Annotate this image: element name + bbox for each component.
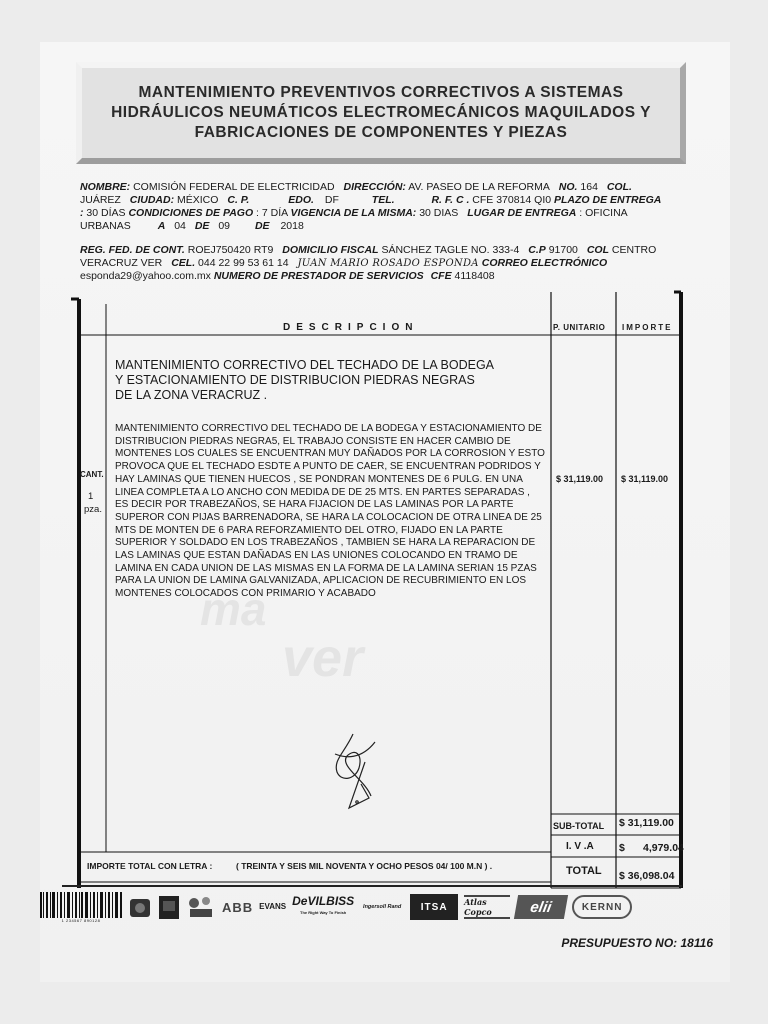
unit-price-header: P. UNITARIO [553, 323, 606, 332]
total-value: $ 36,098.04 [619, 870, 675, 882]
banner-line: FABRICACIONES DE COMPONENTES Y PIEZAS [194, 124, 568, 141]
direccion-value: AV. PASEO DE LA REFORMA [408, 181, 550, 193]
cel-value: 044 22 99 53 61 14 [198, 257, 289, 269]
domicilio-label: DOMICILIO FISCAL [282, 244, 379, 256]
unit-price-value: $ 31,119.00 [556, 474, 604, 484]
subtotal-value: $ 31,119.00 [619, 817, 674, 829]
item-title: MANTENIMIENTO CORRECTIVO DEL TECHADO DE LA BODEGA Y ESTACIONAMIENTO DE DISTRIBUCION PIEDRAS NEGRAS DE LA ZONA VERACRUZ . [115, 358, 494, 402]
reg-label: REG. FED. DE CONT. [80, 244, 185, 256]
provider-ciudad-value: VERACRUZ VER [80, 257, 163, 269]
iva-value: 4,979.04 [643, 842, 684, 854]
devilbiss-text: DeVILBISS [292, 894, 355, 908]
provider-cp-value: 91700 [548, 244, 578, 256]
evans-text: EVANS [259, 902, 287, 911]
col-value: JUÁREZ [80, 194, 121, 206]
rfc-value: CFE 370814 QI0 [472, 194, 552, 206]
nombre-label: NOMBRE: [80, 181, 131, 193]
barcode-image [40, 892, 122, 923]
item-description: MANTENIMIENTO CORRECTIVO DEL TECHADO DE LA BODEGA Y ESTACIONAMIENTO DE DISTRIBUCION PIEDRAS NEGRA5, EL TRABAJO CONSISTE EN HACER CAMBIO DE MONTENES LOS CUALES SE ENCUENTRAN MUY DAÑADOS POR LA CORROSION Y ESTO PROVOCA QUE EL TECHADO ESDTE A PUNTO DE CAER, SE ENCUENTRAN PODRIDOS Y HAY LAMINAS QUE TIENEN HUECOS , SE PONDRAN MONTENES DE 6 PULG. EN UNA LINEA COMPLETA A LO ANCHO CON MEDIDA DE DE 25 MTS. EN PARTES SEPARADAS , ES DECIR POR TRABEZAÑOS, SE HARA FIJACION DE LAS LAMINAS POR LA PARTE SUPEROR CON PIJAS BARRENADORA, SE HARA LA COLOCACION DE OTRA LINEA DE 25 MTS DE MONTEN DE 6 PARA REFORZAMIENTO DEL OTRO, FIJADO EN LA PARTE SUPERIOR Y SOLDADO EN LOS TRABEZAÑOS , TAMBIEN SE HARA LA REPARACION DE LAS LAMINAS QUE ESTAN DAÑADAS EN LAS UNIONES COLOCANDO EN TRAMO DE LAMINA EN CADA UNION DE LAS MISMAS EN LA FORMA DE LA LAMINA SERIAN 15 PZAS PARA LA UNION DE LAMINA GALVANIZADA, APLICACION DE RECUBRIMIENTO EN LOS MONTENES COLOCADOS CON PRIMARIO Y ACABADO [115, 423, 545, 600]
document-page [40, 42, 730, 982]
cp-label: C. P. [227, 194, 250, 206]
ciudad-label: CIUDAD: [129, 194, 175, 206]
amount-header: IMPORTE [622, 323, 673, 332]
atlas-copco-logo: Atlas Copco [464, 895, 510, 919]
correo-label: CORREO ELECTRÓNICO [481, 257, 608, 269]
devilbiss-tagline: The Right Way To Finish [300, 910, 347, 915]
banner-line: MANTENIMIENTO PREVENTIVOS CORRECTIVOS A SISTEMAS [138, 84, 624, 101]
watermark-text: ver [282, 628, 364, 688]
budget-number: PRESUPUESTO NO: 18116 [561, 936, 713, 950]
anio-value: 2018 [280, 220, 304, 232]
lugar-value: : OFICINA [579, 207, 628, 219]
condiciones-value: : 7 DÍA [256, 207, 288, 219]
watermark-text: ma [200, 583, 267, 635]
elii-logo: elii [514, 895, 568, 919]
itsa-logo: ITSA [410, 894, 458, 920]
evans-logo [259, 893, 286, 921]
email-value: esponda29@yahoo.com.mx [80, 270, 211, 282]
rfc-label: R. F. C . [431, 194, 470, 206]
lugar-value-2: URBANAS [80, 220, 131, 232]
ingersoll-text: Ingersoll Rand [363, 904, 402, 910]
provider-name: JUAN MARIO ROSADO ESPONDA [297, 258, 479, 269]
lugar-label: LUGAR DE ENTREGA [467, 207, 577, 219]
barcode-icon [40, 892, 122, 918]
barcode-number: 1 234567 890128 [61, 917, 101, 923]
vigencia-value: 30 DIAS [419, 207, 459, 219]
total-label: TOTAL [566, 865, 602, 877]
vigencia-label: VIGENCIA DE LA MISMA: [290, 207, 417, 219]
reg-value: ROEJ750420 RT9 [187, 244, 274, 256]
no-value: 164 [580, 181, 598, 193]
plazo-value: 30 DÍAS [86, 207, 126, 219]
dia-value: 04 [174, 220, 186, 232]
motor-photo-icon [158, 893, 180, 921]
brand-logos-strip [40, 884, 690, 930]
ciudad-value: MÉXICO [177, 194, 219, 206]
valves-icon [186, 893, 216, 921]
provider-col-value: CENTRO [611, 244, 657, 256]
edo-value: DF [324, 194, 339, 206]
qty-value: 1 [88, 491, 94, 502]
signature-image [325, 732, 385, 822]
amount-value: $ 31,119.00 [621, 474, 669, 484]
provider-col-label: COL [586, 244, 609, 256]
a-label: A [157, 220, 166, 232]
provider-cp-label: C.P [528, 244, 546, 256]
condiciones-label: CONDICIONES DE PAGO [128, 207, 254, 219]
domicilio-value: SÁNCHEZ TAGLE NO. 333-4 [381, 244, 520, 256]
nombre-value: COMISIÓN FEDERAL DE ELECTRICIDAD [133, 181, 335, 193]
ingersoll-rand-logo [360, 893, 404, 921]
devilbiss-logo [292, 893, 354, 921]
qty-header: CANT. [80, 470, 104, 479]
abb-logo: ABB [222, 899, 254, 915]
gear-machine-icon [128, 893, 152, 921]
banner-line: HIDRÁULICOS NEUMÁTICOS ELECTROMECÁNICOS MAQUILADOS Y [111, 104, 651, 121]
iva-currency: $ [619, 842, 625, 854]
description-header: DESCRIPCION [283, 322, 419, 333]
de-label-2: DE [254, 220, 270, 232]
numero-label: NUMERO DE PRESTADOR DE SERVICIOS [213, 270, 424, 282]
no-label: NO. [558, 181, 578, 193]
kernn-logo: KERNN [572, 895, 632, 919]
numero-value: 4118408 [454, 270, 495, 282]
de-label: DE [194, 220, 210, 232]
iva-label: I. V .A [566, 841, 594, 852]
subtotal-label: SUB-TOTAL [553, 821, 605, 831]
amount-in-words: ( TREINTA Y SEIS MIL NOVENTA Y OCHO PESOS 04/ 100 M.N ) . [236, 861, 493, 871]
amount-in-words-label: IMPORTE TOTAL CON LETRA : [87, 861, 213, 871]
qty-unit: pza. [84, 504, 102, 515]
cel-label: CEL. [171, 257, 196, 269]
edo-label: EDO. [288, 194, 314, 206]
numero-cfe-label: CFE [430, 270, 452, 282]
plazo-colon: : [80, 207, 84, 219]
mes-value: 09 [218, 220, 231, 232]
direccion-label: DIRECCIÓN: [343, 181, 406, 193]
plazo-label: PLAZO DE ENTREGA [554, 194, 662, 206]
tel-label: TEL. [371, 194, 395, 206]
col-label: COL. [606, 181, 632, 193]
